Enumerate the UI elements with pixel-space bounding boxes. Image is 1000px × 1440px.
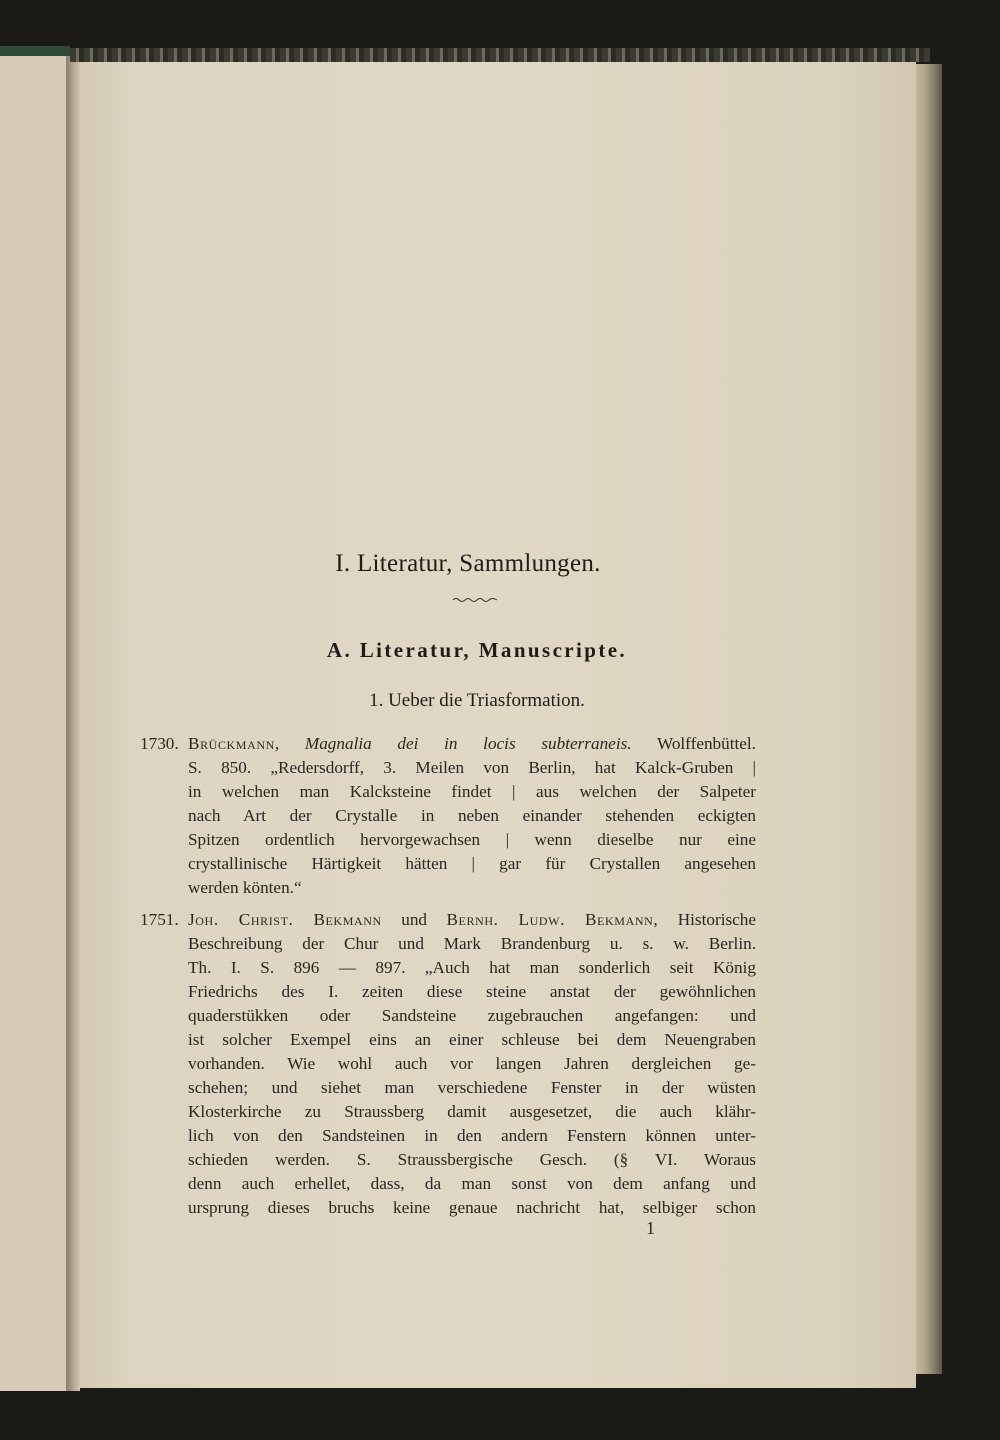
entry-line: Th. I. S. 896 — 897. „Auch hat man sonderlich seit König bbox=[188, 958, 756, 977]
entry-line: Spitzen ordentlich hervorgewachsen | wenn dieselbe nur eine bbox=[188, 830, 756, 849]
entry-conjunction: und bbox=[401, 910, 428, 929]
entry-year: 1751. bbox=[140, 910, 179, 929]
entry-line: quaderstükken oder Sandsteine zugebrauchen angefangen: und bbox=[188, 1006, 756, 1025]
bibliography-entry-1751 bbox=[140, 908, 757, 1220]
page-number: 1 bbox=[646, 1218, 655, 1238]
entry-line: nach Art der Crystalle in neben einander stehenden eckigten bbox=[188, 806, 756, 825]
page-edge-right bbox=[912, 64, 942, 1374]
entry-line: schehen; und siehet man verschiedene Fenster in der wüsten bbox=[188, 1078, 756, 1097]
entry-title-start: Historische bbox=[677, 910, 757, 929]
entry-line bbox=[188, 908, 756, 932]
subsection-title: 1. Ueber die Triasformation. bbox=[369, 690, 585, 711]
cover-edge-top bbox=[70, 48, 930, 62]
entry-line: denn auch erhellet, dass, da man sonst von dem anfang und bbox=[188, 1174, 756, 1193]
book-gutter bbox=[66, 56, 80, 1391]
entry-text: Wolffenbüttel. bbox=[656, 734, 756, 753]
entry-line: Brückmann, Magnalia dei in locis subterraneis. Wolffenbüttel. bbox=[188, 734, 756, 753]
entry-line: vorhanden. Wie wohl auch vor langen Jahren dergleichen ge- bbox=[188, 1054, 756, 1073]
entry-line: S. 850. „Redersdorff, 3. Meilen von Berlin, hat Kalck-Gruben | bbox=[188, 758, 756, 777]
bibliography-entry-1730 bbox=[140, 732, 756, 900]
entry-line: werden könten.“ bbox=[188, 878, 302, 897]
entry-line: crystallinische Härtigkeit hätten | gar für Crystallen angesehen bbox=[188, 854, 756, 873]
section-title: A. Literatur, Manuscripte. bbox=[326, 638, 628, 662]
entry-work-title: Magnalia dei in locis subterraneis. bbox=[304, 734, 632, 753]
entry-author: Bernh. Ludw. Bekmann, bbox=[446, 910, 659, 929]
entry-line: Beschreibung der Chur und Mark Brandenburg u. s. w. Berlin. bbox=[188, 934, 756, 953]
entry-line: lich von den Sandsteinen in den andern Fenstern können unter- bbox=[188, 1126, 756, 1145]
facing-page bbox=[0, 56, 68, 1391]
entry-line: ist solcher Exempel eins an einer schleuse bei dem Neuengraben bbox=[188, 1030, 756, 1049]
entry-line: Friedrichs des I. zeiten diese steine anstat der gewöhnlichen bbox=[188, 982, 756, 1001]
entry-year: 1730. bbox=[140, 734, 179, 753]
entry-author: Brückmann bbox=[188, 734, 275, 753]
chapter-title: I. Literatur, Sammlungen. bbox=[335, 550, 601, 577]
ornament-divider bbox=[452, 596, 498, 604]
entry-author: Joh. Christ. Bekmann bbox=[188, 910, 382, 929]
entry-line: ursprung dieses bruchs keine genaue nachricht hat, selbiger schon bbox=[188, 1198, 756, 1217]
entry-line: schieden werden. S. Straussbergische Gesch. (§ VI. Woraus bbox=[188, 1150, 756, 1169]
book-page bbox=[80, 62, 916, 1388]
entry-line: Klosterkirche zu Straussberg damit ausgesetzet, die auch klähr- bbox=[188, 1102, 756, 1121]
entry-line: in welchen man Kalcksteine findet | aus welchen der Salpeter bbox=[188, 782, 756, 801]
